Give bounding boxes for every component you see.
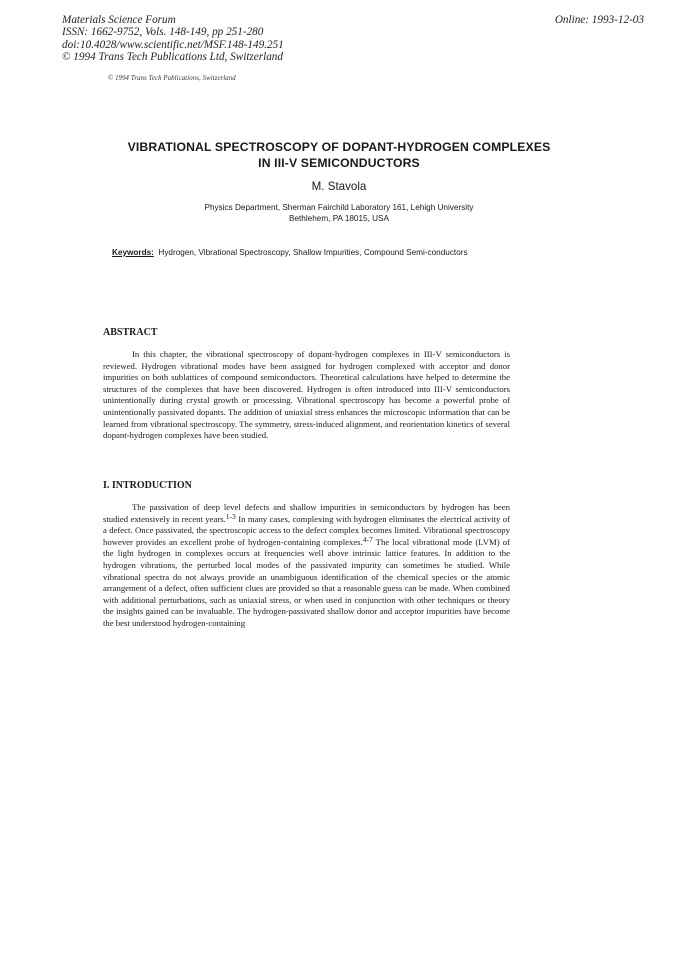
doi-line: doi:10.4028/www.scientific.net/MSF.148-149.251 [62,38,284,51]
keywords-text: Hydrogen, Vibrational Spectroscopy, Shallow Impurities, Compound Semi-conductors [158,248,468,257]
abstract-body [103,349,510,442]
abstract-paragraph: In this chapter, the vibrational spectroscopy of dopant-hydrogen complexes in III-V semiconductors is reviewed. Hydrogen vibrational modes have been assigned for hydrogen complexed with acceptor and donor impurities on both sublattices of compound semiconductors. Theoretical calculations have helped to determine the structures of the complexes that have been discovered. Hydrogen is often introduced into III-V semiconductors unintentionally during crystal growth or processing. Vibrational spectroscopy has become a powerful probe of unintentionally passivated dopants. The addition of uniaxial stress enhances the microscopic information that can be learned from vibrational spectroscopy. The symmetry, stress-induced alignment, and reorientation kinetics of several dopant-hydrogen complexes have been studied. [103,349,510,441]
reference-4-7: 4-7 [362,534,373,544]
introduction-heading: I. INTRODUCTION [103,480,192,491]
journal-metadata [62,14,284,64]
intro-text-c: The local vibrational mode (LVM) of the light hydrogen in complexes occurs at frequencies well above intrinsic lattice features. In addition to the hydrogen vibrations, the perturbed local modes of the passivated impurity can sometimes be studied. While vibrational spectra do not always provide an unambiguous identification of the chemical species or the atomic arrangement of a defect, often sufficient clues are provided so that a reasonable guess can be made. When combined with additional perturbations, such as uniaxial stress, or when used in conjunction with other techniques or theory the insights gained can be invaluable. The hydrogen-passivated shallow donor and acceptor impurities have become the best understood hydrogen-containing [103,536,510,628]
publisher-stamp: © 1994 Trans Tech Publications, Switzerland [108,75,236,82]
author-name: M. Stavola [311,180,367,193]
title-line-2: IN III-V SEMICONDUCTORS [258,156,420,170]
affiliation [0,202,678,224]
intro-text-b: In many cases, complexing with hydrogen eliminates the electrical activity of a defect. Once passivated, the spectroscopic access to the defect complex becomes limited. Vibrational spectroscopy however provides an excellent probe of hydrogen-containing complexes. [103,513,511,547]
abstract-heading: ABSTRACT [103,327,158,338]
affiliation-line-1: Physics Department, Sherman Fairchild Laboratory 161, Lehigh University [204,203,474,212]
affiliation-line-2: Bethlehem, PA 18015, USA [289,214,389,223]
keywords [112,247,512,259]
paper-title [0,139,678,171]
issn-line: ISSN: 1662-9752, Vols. 148-149, pp 251-280 [62,26,264,39]
intro-text-a: The passivation of deep level defects and shallow impurities in semiconductors by hydrogen has been studied extensively in recent years. [103,502,510,524]
online-date: Online: 1993-12-03 [554,14,644,26]
introduction-paragraph [103,502,510,630]
reference-1-3: 1-3 [225,511,236,521]
journal-name: Materials Science Forum [62,14,176,26]
copyright-line: © 1994 Trans Tech Publications Ltd, Switzerland [62,51,283,64]
keywords-label: Keywords: [112,248,154,257]
introduction-body [103,502,510,630]
title-line-1: VIBRATIONAL SPECTROSCOPY OF DOPANT-HYDROGEN COMPLEXES [127,140,551,154]
